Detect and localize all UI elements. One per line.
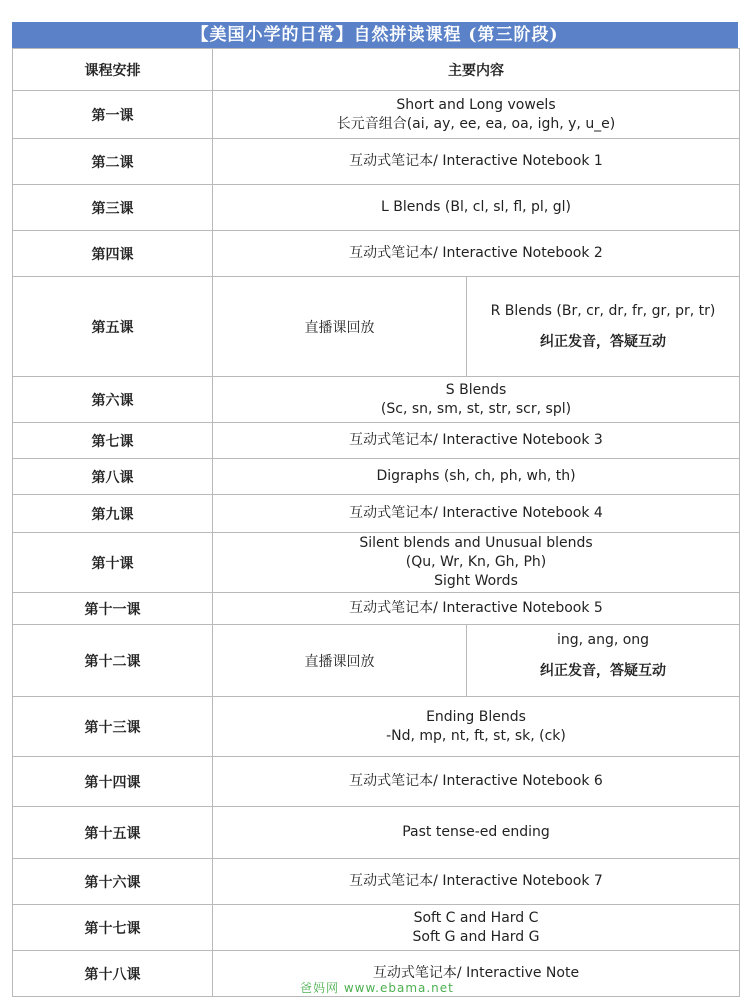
content-cell — [213, 905, 740, 951]
content-line: Sight Words — [434, 573, 518, 589]
content-line: R Blends (Br, cr, dr, fr, gr, pr, tr) — [490, 302, 716, 319]
table-row — [13, 495, 740, 533]
lesson-name: 第十二课 — [13, 625, 213, 697]
table-row — [13, 423, 740, 459]
header-content: 主要内容 — [213, 49, 740, 91]
lesson-name: 第二课 — [13, 139, 213, 185]
lesson-name: 第九课 — [13, 495, 213, 533]
lesson-name: 第十课 — [13, 533, 213, 593]
content-cell — [467, 625, 740, 697]
content-cell — [213, 951, 740, 997]
content-cell — [213, 697, 740, 757]
lesson-name: 第十八课 — [13, 951, 213, 997]
content-line: Silent blends and Unusual blends — [359, 535, 593, 551]
table-row — [13, 593, 740, 625]
content-cell — [213, 593, 740, 625]
content-line: 互动式笔记本/ Interactive Notebook 4 — [349, 505, 603, 521]
lesson-name: 第十六课 — [13, 859, 213, 905]
content-line: Digraphs (sh, ch, ph, wh, th) — [376, 468, 576, 484]
lesson-name: 第十三课 — [13, 697, 213, 757]
table-row — [13, 185, 740, 231]
table-row — [13, 697, 740, 757]
lesson-name: 第六课 — [13, 377, 213, 423]
table-row — [13, 139, 740, 185]
content-cell — [213, 807, 740, 859]
content-line: (Sc, sn, sm, st, str, scr, spl) — [380, 400, 572, 417]
lesson-name: 第十一课 — [13, 593, 213, 625]
content-line: -Nd, mp, nt, ft, st, sk, (ck) — [386, 727, 566, 744]
content-line: (Qu, Wr, Kn, Gh, Ph) — [405, 554, 547, 570]
table-row — [13, 459, 740, 495]
table-row — [13, 905, 740, 951]
lesson-name: 第十五课 — [13, 807, 213, 859]
content-cell — [213, 185, 740, 231]
content-cell — [213, 139, 740, 185]
watermark: 爸妈网 www.ebama.net — [300, 981, 454, 995]
content-cell — [213, 757, 740, 807]
content-cell — [213, 423, 740, 459]
content-note: 纠正发音，答疑互动 — [540, 333, 666, 350]
content-line: Soft G and Hard G — [412, 928, 540, 945]
content-line: Short and Long vowels — [396, 96, 556, 113]
content-line: Ending Blends — [426, 708, 526, 725]
lesson-name: 第十七课 — [13, 905, 213, 951]
content-cell — [213, 859, 740, 905]
header-lesson: 课程安排 — [13, 49, 213, 91]
content-cell — [213, 459, 740, 495]
content-line: 互动式笔记本/ Interactive Note — [372, 965, 580, 981]
content-note: 纠正发音，答疑互动 — [540, 663, 666, 679]
lesson-name: 第七课 — [13, 423, 213, 459]
page-title: 【美国小学的日常】自然拼读课程 (第三阶段) — [12, 22, 738, 48]
lesson-name: 第五课 — [13, 277, 213, 377]
table-row — [13, 757, 740, 807]
content-cell — [213, 533, 740, 593]
content-line: 互动式笔记本/ Interactive Notebook 5 — [349, 600, 603, 616]
lesson-name: 第三课 — [13, 185, 213, 231]
content-cell — [213, 91, 740, 139]
table-row — [13, 231, 740, 277]
lesson-name: 第一课 — [13, 91, 213, 139]
table-header-row — [13, 49, 740, 91]
content-line: Soft C and Hard C — [413, 909, 539, 926]
content-cell — [213, 231, 740, 277]
replay-cell: 直播课回放 — [213, 277, 467, 377]
content-cell — [213, 377, 740, 423]
content-cell — [213, 495, 740, 533]
replay-cell: 直播课回放 — [213, 625, 467, 697]
content-cell — [467, 277, 740, 377]
table-row — [13, 807, 740, 859]
content-line: 长元音组合(ai, ay, ee, ea, oa, igh, y, u_e) — [336, 115, 616, 132]
content-line: 互动式笔记本/ Interactive Notebook 3 — [349, 432, 603, 448]
content-line: 互动式笔记本/ Interactive Notebook 2 — [349, 245, 603, 261]
table-row — [13, 277, 740, 377]
course-schedule-table — [12, 48, 740, 997]
table-row — [13, 91, 740, 139]
content-line: Past tense-ed ending — [402, 824, 550, 840]
content-line: 互动式笔记本/ Interactive Notebook 6 — [349, 773, 603, 789]
content-line: L Blends (Bl, cl, sl, fl, pl, gl) — [381, 199, 571, 215]
lesson-name: 第十四课 — [13, 757, 213, 807]
content-line: 互动式笔记本/ Interactive Notebook 1 — [349, 153, 603, 169]
table-row — [13, 377, 740, 423]
content-line: S Blends — [445, 381, 507, 398]
content-line: 互动式笔记本/ Interactive Notebook 7 — [349, 873, 603, 889]
table-row — [13, 533, 740, 593]
lesson-name: 第四课 — [13, 231, 213, 277]
lesson-name: 第八课 — [13, 459, 213, 495]
table-row — [13, 859, 740, 905]
table-row — [13, 625, 740, 697]
content-line: ing, ang, ong — [556, 632, 650, 648]
